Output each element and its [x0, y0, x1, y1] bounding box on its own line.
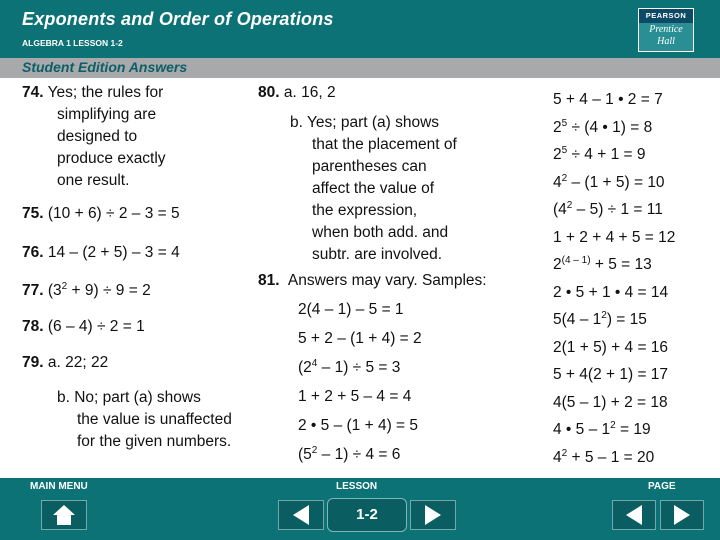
lesson-prev-button[interactable] [278, 500, 324, 530]
answer-76 [22, 242, 180, 264]
exponent: 2 [561, 172, 568, 184]
home-button[interactable] [41, 500, 87, 530]
logo-line-2: Hall [657, 36, 675, 47]
sample-expression: 5 + 4 – 1 • 2 = 7 [553, 91, 663, 108]
answer-text: (3 [47, 282, 62, 299]
page-next-button[interactable] [660, 500, 704, 530]
sample-expression: 1 + 2 + 5 – 4 = 4 [298, 388, 412, 405]
expr-part: + 5 – 1 = 20 [567, 448, 655, 466]
sample-expression [553, 196, 675, 224]
exponent: 2 [561, 447, 568, 459]
expr-part: = 19 [615, 421, 651, 438]
sample-expression [553, 114, 675, 142]
answer-74 [22, 82, 166, 104]
expr-part: – 1) ÷ 4 = 6 [317, 446, 401, 463]
expr-part: – (1 + 5) = 10 [567, 173, 665, 191]
answer-text: a. 22; 22 [47, 354, 109, 371]
logo-line-1: Prentice [649, 24, 683, 35]
answer-number: 81. [258, 272, 280, 289]
next-arrow-icon [411, 501, 455, 529]
answer-text: that the placement of [312, 136, 457, 153]
logo-imprint [639, 24, 693, 48]
exponent: 5 [561, 117, 568, 129]
page-label: PAGE [648, 481, 676, 492]
answer-text: subtr. are involved. [312, 246, 443, 263]
answer-75 [22, 203, 180, 225]
exponent: 4 [311, 357, 318, 369]
section-label: Student Edition Answers [22, 59, 188, 75]
answer-number: 79. [22, 354, 44, 371]
expr-part: – 1) ÷ 5 = 3 [317, 359, 401, 376]
lesson-button[interactable]: 1-2 [327, 498, 407, 532]
expr-part: (4 [553, 201, 567, 218]
sample-expression: 5 + 2 – (1 + 4) = 2 [298, 330, 422, 347]
expr-part: 2 [553, 256, 562, 273]
expr-part: ÷ 4 + 1 = 9 [567, 146, 646, 163]
answer-text: Answers may vary. Samples: [287, 272, 487, 289]
answer-79-b [57, 387, 232, 453]
exponent: 2 [601, 309, 607, 321]
sample-expression: 2(1 + 5) + 4 = 16 [553, 338, 669, 356]
sample-expression: 2 • 5 + 1 • 4 = 14 [553, 283, 669, 301]
answer-text: when both add. and [312, 224, 449, 241]
answer-text: designed to [57, 128, 138, 145]
prev-arrow-icon [613, 501, 655, 529]
answers-column-3 [553, 86, 675, 471]
exponent: (4 – 1) [561, 254, 591, 266]
sample-expression [553, 141, 675, 169]
expr-part: + 5 = 13 [590, 256, 652, 273]
exponent: 2 [311, 444, 318, 456]
answer-text: 14 – (2 + 5) – 3 = 4 [47, 244, 180, 261]
logo-publisher: PEARSON [639, 9, 693, 23]
answer-number: 76. [22, 244, 44, 261]
prev-arrow-icon [279, 501, 323, 529]
exponent: 2 [61, 280, 68, 292]
expr-part: 4 [553, 173, 562, 191]
sample-expression [553, 416, 675, 444]
lesson-next-button[interactable] [410, 500, 456, 530]
answer-81-head [258, 266, 487, 295]
answer-number: 74. [22, 84, 44, 101]
answer-77 [22, 280, 151, 302]
lesson-label: LESSON [336, 481, 378, 492]
next-arrow-icon [661, 501, 703, 529]
sample-expression [553, 251, 675, 279]
sample-expression: 2(4 – 1) – 5 = 1 [298, 301, 404, 318]
main-menu-label: MAIN MENU [30, 481, 88, 492]
answer-78 [22, 316, 145, 338]
sample-expression [258, 353, 487, 382]
answers-column-1 [22, 82, 166, 192]
exponent: 2 [566, 199, 573, 211]
answer-79 [22, 352, 108, 374]
expr-part: 4 • 5 – 1 [553, 421, 611, 438]
answer-text: Yes; the rules for [47, 84, 164, 101]
answer-text: parentheses can [312, 158, 427, 175]
expr-part: 4 [553, 448, 562, 466]
home-icon [42, 501, 86, 529]
answer-text: (6 – 4) ÷ 2 = 1 [47, 318, 145, 335]
answer-text: simplifying are [57, 106, 157, 123]
header-bar [0, 0, 720, 58]
sample-expression [553, 169, 675, 197]
lesson-subtitle: ALGEBRA 1 LESSON 1-2 [22, 38, 123, 48]
answer-number: 80. [258, 84, 280, 101]
answer-number: 75. [22, 205, 44, 222]
expr-part: – 5) ÷ 1 = 11 [572, 201, 663, 218]
expr-part: 2 [553, 146, 562, 163]
footer-bar [0, 478, 720, 540]
expr-part: 5(4 – 1 [553, 311, 602, 328]
answer-text: the expression, [312, 202, 418, 219]
sample-expression: 4(5 – 1) + 2 = 18 [553, 393, 668, 411]
answer-number: 77. [22, 282, 44, 299]
answer-text: a. 16, 2 [283, 84, 336, 101]
sample-expression [258, 440, 487, 469]
expr-part: (2 [298, 359, 312, 376]
section-bar [0, 58, 720, 78]
answer-number: 78. [22, 318, 44, 335]
page-prev-button[interactable] [612, 500, 656, 530]
sample-expression [553, 444, 675, 472]
exponent: 5 [561, 144, 568, 156]
answer-text: one result. [57, 172, 130, 189]
expr-part: ÷ (4 • 1) = 8 [567, 118, 653, 136]
pearson-logo [638, 8, 694, 52]
expr-part: ) = 15 [606, 311, 647, 328]
answer-text: produce exactly [57, 150, 166, 167]
answer-text: b. Yes; part (a) shows [290, 114, 440, 131]
answer-text: the value is unaffected [77, 411, 232, 428]
exponent: 2 [610, 419, 616, 431]
expr-part: 2 [553, 118, 562, 136]
answer-81 [258, 266, 487, 469]
answer-text: affect the value of [312, 180, 435, 197]
answer-text: for the given numbers. [77, 433, 232, 450]
expr-part: (5 [298, 446, 312, 463]
answer-80 [258, 82, 336, 104]
answer-80-b [290, 112, 457, 266]
answer-text: + 9) ÷ 9 = 2 [67, 282, 151, 299]
sample-expression [553, 306, 675, 334]
answer-text: b. No; part (a) shows [57, 389, 201, 406]
answer-text: (10 + 6) ÷ 2 – 3 = 5 [47, 205, 180, 222]
sample-expression: 2 • 5 – (1 + 4) = 5 [298, 417, 419, 434]
sample-expression: 1 + 2 + 4 + 5 = 12 [553, 228, 676, 246]
page-title: Exponents and Order of Operations [22, 9, 334, 29]
sample-expression: 5 + 4(2 + 1) = 17 [553, 366, 669, 383]
